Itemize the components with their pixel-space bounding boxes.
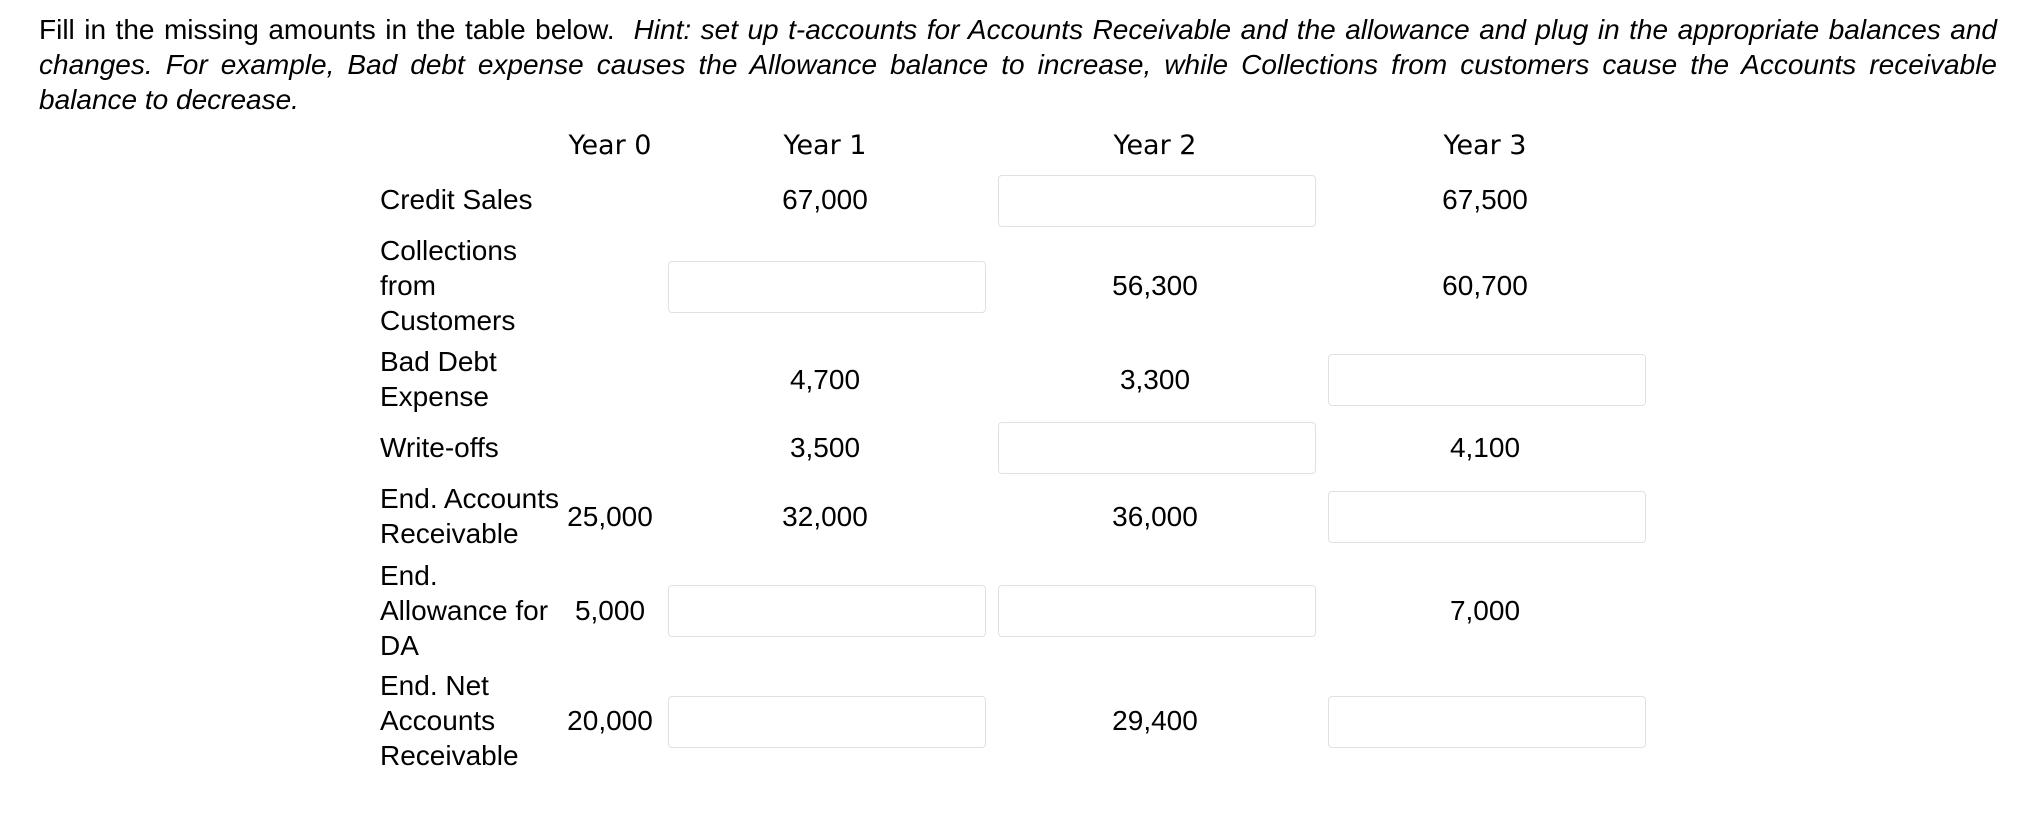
write-offs-year-3: 4,100 — [1449, 432, 1521, 463]
collections-year-2: 56,300 — [1112, 270, 1198, 301]
header-year-3: Year 3 — [1443, 130, 1527, 161]
row-label-collections: Collections from Customers — [380, 235, 517, 336]
end-allowance-year-1-input[interactable] — [668, 585, 986, 637]
row-label-write-offs: Write-offs — [380, 432, 499, 463]
bad-debt-year-2: 3,300 — [1119, 364, 1191, 395]
write-offs-year-2-input[interactable] — [998, 422, 1316, 474]
end-ar-year-1: 32,000 — [782, 501, 868, 532]
end-net-ar-year-2: 29,400 — [1112, 705, 1198, 736]
instructions — [39, 12, 1997, 117]
instructions-text: Fill in the missing amounts in the table below. — [39, 14, 615, 45]
end-allowance-year-0: 5,000 — [574, 595, 646, 626]
bad-debt-year-1: 4,700 — [789, 364, 861, 395]
credit-sales-year-1: 67,000 — [782, 184, 868, 215]
end-ar-year-3-input[interactable] — [1328, 491, 1646, 543]
header-year-1: Year 1 — [783, 130, 867, 161]
row-label-bad-debt-expense: Bad Debt Expense — [380, 346, 497, 412]
row-label-credit-sales: Credit Sales — [380, 184, 533, 215]
row-label-end-net-ar: End. Net Accounts Receivable — [380, 670, 519, 771]
end-net-ar-year-3-input[interactable] — [1328, 696, 1646, 748]
end-ar-year-0: 25,000 — [567, 501, 653, 532]
end-net-ar-year-0: 20,000 — [567, 705, 653, 736]
credit-sales-year-2-input[interactable] — [998, 175, 1316, 227]
end-allowance-year-3: 7,000 — [1449, 595, 1521, 626]
row-label-end-ar: End. Accounts Receivable — [380, 483, 560, 549]
end-net-ar-year-1-input[interactable] — [668, 696, 986, 748]
row-label-end-allowance: End. Allowance for DA — [380, 560, 549, 661]
collections-year-1-input[interactable] — [668, 261, 986, 313]
end-allowance-year-2-input[interactable] — [998, 585, 1316, 637]
header-year-2: Year 2 — [1113, 130, 1197, 161]
end-ar-year-2: 36,000 — [1112, 501, 1198, 532]
bad-debt-year-3-input[interactable] — [1328, 354, 1646, 406]
collections-year-3: 60,700 — [1442, 270, 1528, 301]
credit-sales-year-3: 67,500 — [1442, 184, 1528, 215]
header-year-0: Year 0 — [568, 130, 652, 161]
write-offs-year-1: 3,500 — [789, 432, 861, 463]
instructions-hint: Hint: set up t-accounts for Accounts Receivable and the allowance and plug in the appropriate balances and changes. For example, Bad debt expense causes the Allowance balance to increase, while Collections from customers cause the Accounts receivable balance to decrease. — [39, 14, 1998, 115]
